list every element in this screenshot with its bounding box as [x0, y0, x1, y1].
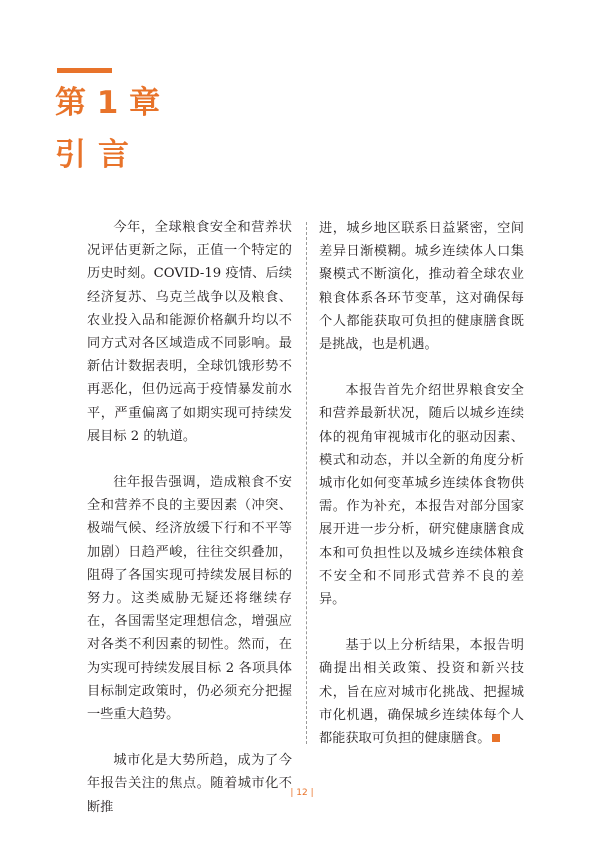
paragraph: 城市化是大势所趋，成为了今年报告关注的焦点。随着城市化不断推: [87, 753, 292, 815]
chapter-number: 第 1 章: [55, 85, 161, 121]
paragraph: 今年，全球粮食安全和营养状况评估更新之际，正值一个特定的历史时刻。COVID-19 疫情、后续经济复苏、乌克兰战争以及粮食、农业投入品和能源价格飙升均以不同方式对各区域造成不同影响。最新估计数据表明，全球饥饿形势不再恶化，但仍远高于疫情暴发前水平，严重偏离了如期实现可持续发展目标 2 的轨道。: [87, 220, 292, 444]
paragraph-last: [319, 634, 524, 750]
left-column: [87, 216, 292, 842]
page-number: | 12 |: [290, 788, 314, 798]
paragraph: 进，城乡地区联系日益紧密，空间差异日渐模糊。城乡连续体人口集聚模式不断演化，推动着全球农业粮食体系各环节变革，这对确保每个人都能获取可负担的健康膳食既是挑战，也是机遇。: [319, 221, 524, 353]
chapter-title: 引言: [55, 137, 141, 173]
paragraph: 往年报告强调，造成粮食不安全和营养不良的主要因素（冲突、极端气候、经济放缓下行和不平等加剧）日趋严峻，往往交织叠加，阻碍了各国实现可持续发展目标的努力。这类威胁无疑还将继续存在，各国需坚定理想信念，增强应对各类不利因素的韧性。然而，在为实现可持续发展目标 2 各项具体目标制定政策时，仍必须充分把握一些重大趋势。: [87, 475, 292, 723]
column-divider: [306, 222, 307, 744]
paragraph-text: 基于以上分析结果，本报告明确提出相关政策、投资和新兴技术，旨在应对城市化挑战、把握城市化机遇，确保城乡连续体每个人都能获取可负担的健康膳食。: [319, 638, 524, 747]
right-column: [319, 217, 524, 773]
paragraph: 本报告首先介绍世界粮食安全和营养最新状况，随后以城乡连续体的视角审视城市化的驱动因素、模式和动态，并以全新的角度分析城市化如何变革城乡连续体食物供需。作为补充，本报告对部分国家展开进一步分析，研究健康膳食成本和可负担性以及城乡连续体粮食不安全和不同形式营养不良的差异。: [319, 383, 524, 608]
chapter-accent-bar: [57, 68, 112, 73]
end-of-article-square-icon: [492, 734, 500, 742]
